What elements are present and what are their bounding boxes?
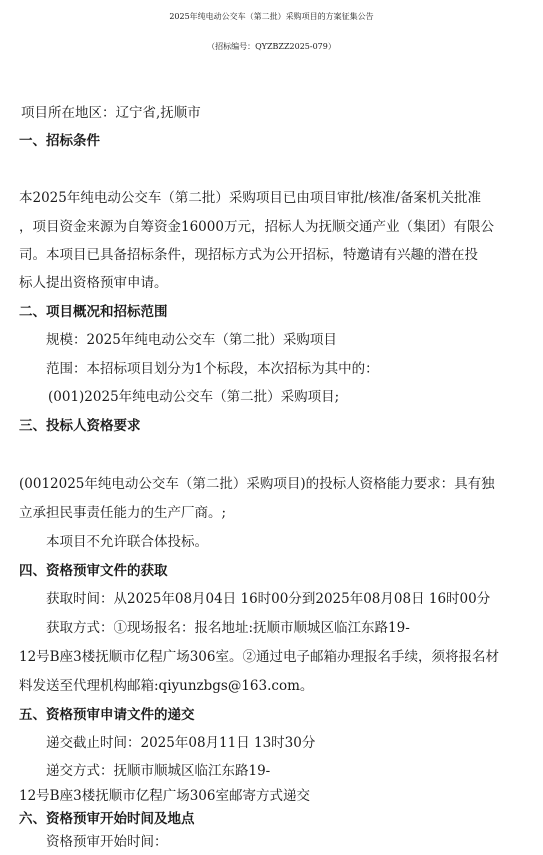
submission-method: 递交方式：抚顺市顺城区临江东路19- bbox=[46, 763, 271, 779]
paragraph-line: 本2025年纯电动公交车（第二批）采购项目已由项目审批/核准/备案机关批准 bbox=[19, 190, 481, 206]
paragraph-line: ，项目资金来源为自筹资金16000万元，招标人为抚顺交通产业（集团）有限公 bbox=[19, 219, 494, 235]
section-heading-project-overview: 二、项目概况和招标范围 bbox=[19, 304, 168, 320]
project-region: 项目所在地区：辽宁省,抚顺市 bbox=[21, 105, 201, 121]
acquisition-address: 12号B座3楼抚顺市亿程广场306室。②通过电子邮箱办理报名手续，须将报名材 bbox=[19, 649, 499, 665]
acquisition-time: 获取时间：从2025年08月04日 16时00分到2025年08月08日 16时00分 bbox=[46, 591, 491, 607]
project-lot: (001)2025年纯电动公交车（第二批）采购项目; bbox=[48, 389, 340, 405]
section-heading-prequalification-start: 六、资格预审开始时间及地点 bbox=[19, 811, 195, 827]
section-heading-bidder-qualification: 三、投标人资格要求 bbox=[19, 418, 141, 434]
section-heading-document-acquisition: 四、资格预审文件的获取 bbox=[19, 563, 168, 579]
paragraph-line: 立承担民事责任能力的生产厂商。; bbox=[19, 505, 227, 521]
section-heading-application-submission: 五、资格预审申请文件的递交 bbox=[19, 707, 195, 723]
paragraph-line: 司。本项目已具备招标条件，现招标方式为公开招标，特邀请有兴趣的潜在投 bbox=[19, 247, 478, 263]
project-scale: 规模：2025年纯电动公交车（第二批）采购项目 bbox=[46, 332, 337, 348]
acquisition-email: 料发送至代理机构邮箱:qiyunzbgs@163.com。 bbox=[19, 678, 314, 694]
consortium-note: 本项目不允许联合体投标。 bbox=[46, 534, 208, 550]
paragraph-line: (0012025年纯电动公交车（第二批）采购项目)的投标人资格能力要求：具有独 bbox=[19, 476, 495, 492]
bid-number: （招标编号：QYZBZZ2025-079） bbox=[207, 42, 336, 51]
submission-address: 12号B座3楼抚顺市亿程广场306室邮寄方式递交 bbox=[19, 788, 310, 804]
section-heading-bidding-conditions: 一、招标条件 bbox=[19, 133, 100, 149]
acquisition-method: 获取方式：①现场报名：报名地址:抚顺市顺城区临江东路19- bbox=[46, 620, 410, 636]
notice-title: 2025年纯电动公交车（第二批）采购项目的方案征集公告 bbox=[169, 12, 374, 21]
prequalification-start-time: 资格预审开始时间： bbox=[46, 834, 168, 850]
submission-deadline: 递交截止时间：2025年08月11日 13时30分 bbox=[46, 735, 316, 751]
paragraph-line: 标人提出资格预审申请。 bbox=[19, 275, 168, 291]
project-scope: 范围：本招标项目划分为1个标段，本次招标为其中的： bbox=[46, 361, 379, 377]
